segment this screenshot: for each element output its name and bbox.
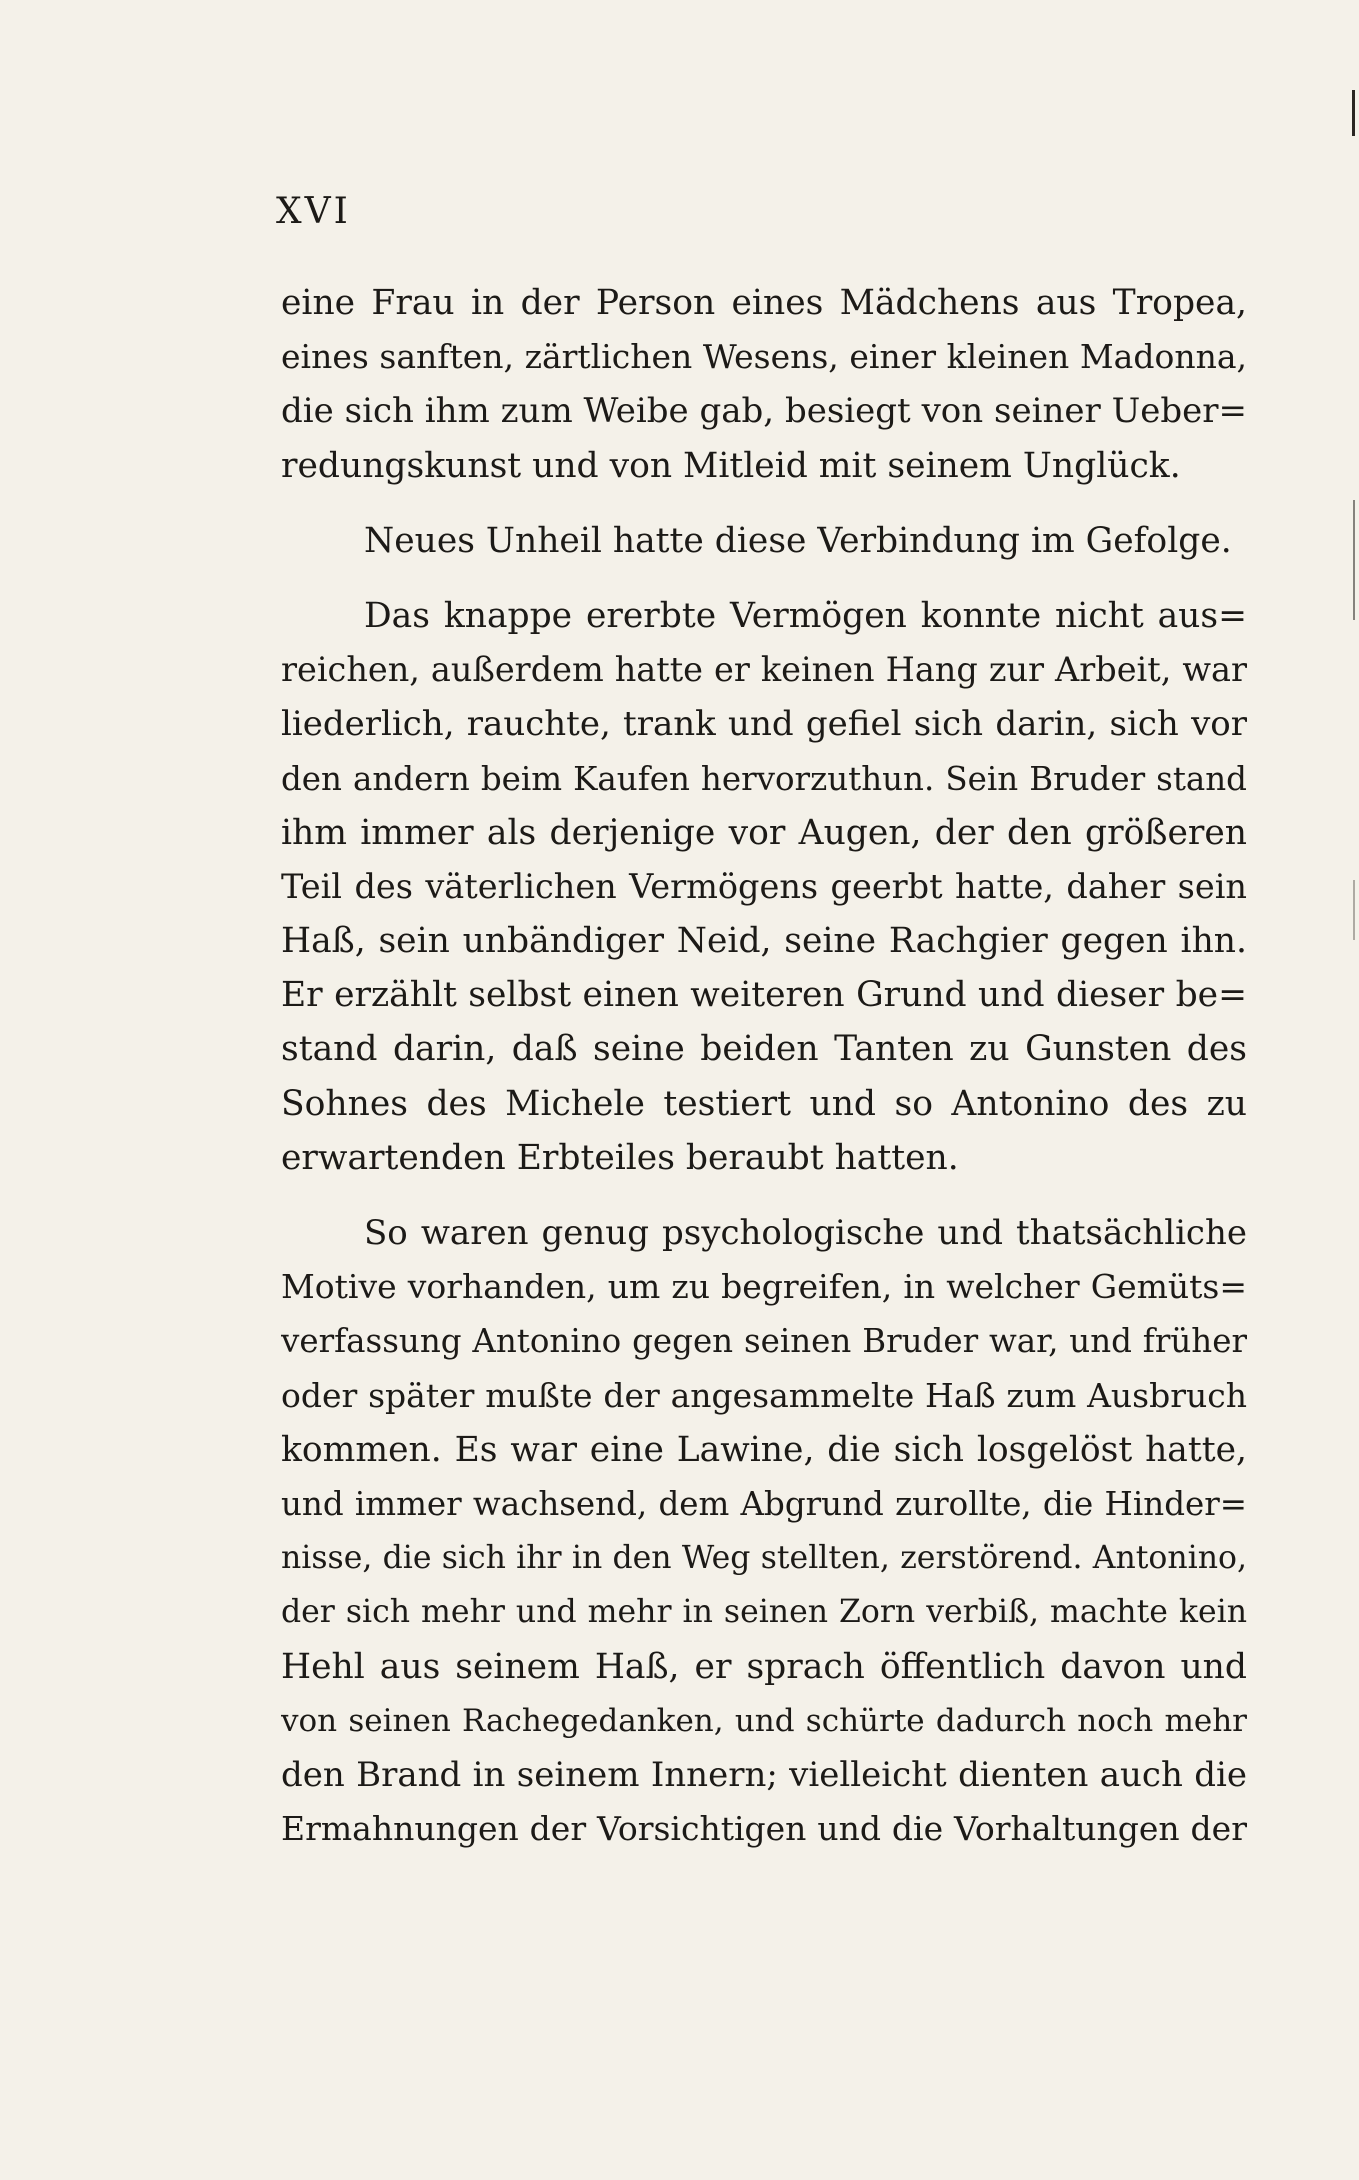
page-number: XVI: [276, 191, 351, 232]
text-line: Das knappe ererbte Vermögen konnte nicht aus=: [364, 595, 1247, 636]
text-line: den andern beim Kaufen hervorzuthun. Sein Bruder stand: [281, 759, 1247, 798]
text-line: von seinen Rachegedanken, und schürte dadurch noch mehr: [281, 1702, 1247, 1739]
text-line: der sich mehr und mehr in seinen Zorn verbiß, machte kein: [281, 1594, 1247, 1631]
text-line: Neues Unheil hatte diese Verbindung im Gefolge.: [364, 520, 1232, 561]
text-line: Motive vorhanden, um zu begreifen, in welcher Gemüts=: [281, 1267, 1247, 1307]
text-line: liederlich, rauchte, trank und gefiel sich darin, sich vor: [281, 704, 1247, 745]
text-line: den Brand in seinem Innern; vielleicht dienten auch die: [281, 1754, 1247, 1795]
scan-edge-mark: [1352, 90, 1355, 136]
text-line: Ermahnungen der Vorsichtigen und die Vorhaltungen der: [281, 1809, 1247, 1849]
text-line: redungskunst und von Mitleid mit seinem Unglück.: [281, 445, 1181, 486]
text-line: verfassung Antonino gegen seinen Bruder war, und früher: [281, 1322, 1247, 1361]
text-line: eines sanften, zärtlichen Wesens, einer kleinen Madonna,: [281, 337, 1247, 377]
text-line: Teil des väterlichen Vermögens geerbt hatte, daher sein: [281, 866, 1247, 906]
body-text: [281, 276, 1247, 1856]
text-line: oder später mußte der angesammelte Haß zum Ausbruch: [281, 1375, 1247, 1415]
text-line: kommen. Es war eine Lawine, die sich losgelöst hatte,: [281, 1429, 1247, 1470]
text-line: reichen, außerdem hatte er keinen Hang zur Arbeit, war: [281, 650, 1247, 690]
scan-edge-mark: [1353, 880, 1355, 940]
text-line: Er erzählt selbst einen weiteren Grund und dieser be=: [281, 975, 1247, 1016]
text-line: stand darin, daß seine beiden Tanten zu Gunsten des: [281, 1029, 1247, 1070]
text-line: erwartenden Erbteiles beraubt hatten.: [281, 1137, 959, 1178]
text-line: So waren genug psychologische und thatsächliche: [364, 1213, 1247, 1253]
text-line: die sich ihm zum Weibe gab, besiegt von seiner Ueber=: [281, 391, 1247, 432]
text-line: nisse, die sich ihr in den Weg stellten, zerstörend. Antonino,: [281, 1540, 1247, 1577]
text-line: und immer wachsend, dem Abgrund zurollte, die Hinder=: [281, 1484, 1247, 1523]
text-line: eine Frau in der Person eines Mädchens aus Tropea,: [281, 283, 1247, 323]
text-line: Haß, sein unbändiger Neid, seine Rachgier gegen ihn.: [281, 921, 1247, 962]
text-line: Hehl aus seinem Haß, er sprach öffentlich davon und: [281, 1646, 1247, 1687]
text-line: ihm immer als derjenige vor Augen, der den größeren: [281, 812, 1247, 853]
scan-edge-mark: [1353, 500, 1355, 620]
text-line: Sohnes des Michele testiert und so Antonino des zu: [281, 1083, 1247, 1124]
